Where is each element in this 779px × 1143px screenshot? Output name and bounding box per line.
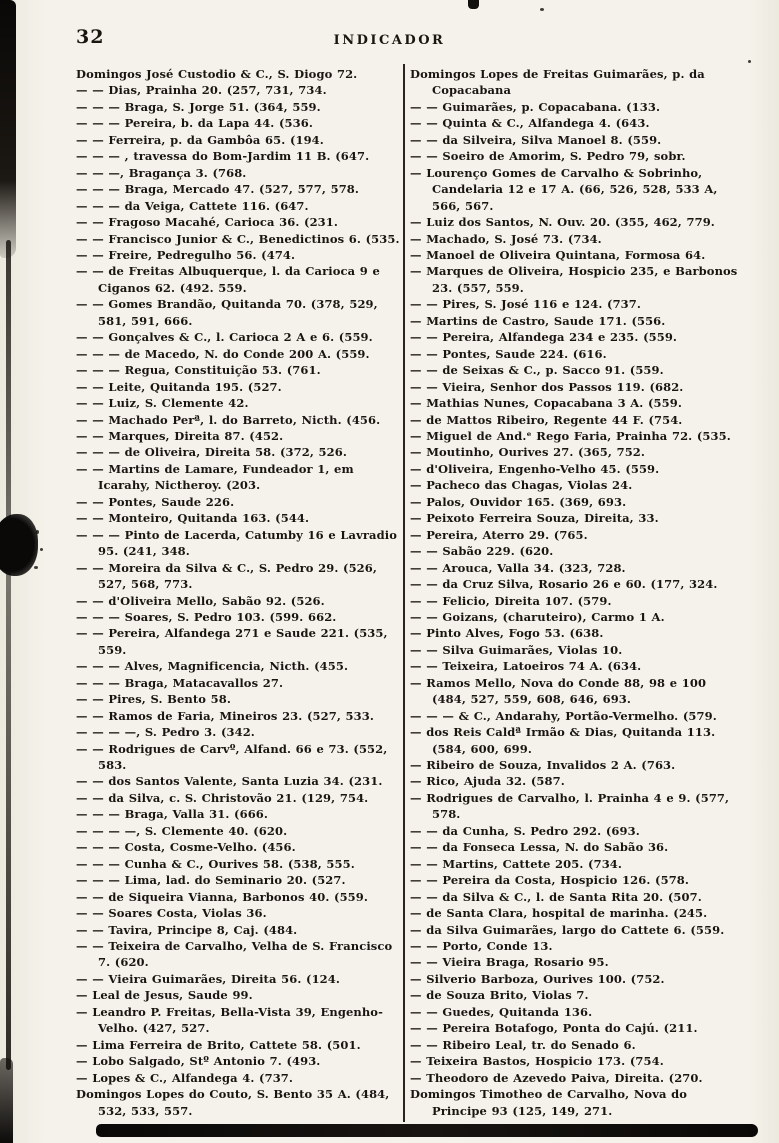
directory-entry: — — Ferreira, p. da Gambôa 65. (194. (76, 132, 324, 147)
directory-entry: — de Souza Brito, Violas 7. (410, 988, 589, 1003)
directory-entry: — — — Braga, Mercado 47. (527, 577, 578. (76, 182, 360, 197)
directory-entry: — — Sabão 229. (620. (410, 544, 554, 559)
directory-entry: — Teixeira Bastos, Hospicio 173. (754. (410, 1054, 664, 1069)
directory-entry: — Ribeiro de Souza, Invalidos 2 A. (763. (410, 758, 676, 773)
directory-entry: — — Leite, Quitanda 195. (527. (76, 379, 282, 394)
page-title: INDICADOR (333, 33, 446, 48)
directory-entry: — Rodrigues de Carvalho, l. Prainha 4 e 9. (577, 578. (410, 790, 730, 822)
directory-entry: — — Teixeira de Carvalho, Velha de S. Francisco 7. (620. (76, 939, 393, 970)
directory-entry: — — Guedes, Quitanda 136. (410, 1004, 593, 1019)
directory-entry: — — Rodrigues de Carvº, Alfand. 66 e 73. (552, 583. (76, 741, 388, 773)
directory-entry: — Silverio Barboza, Ourives 100. (752. (410, 971, 665, 986)
directory-entry: — — Machado Perª, l. do Barreto, Nicth. (456. (76, 412, 381, 427)
directory-entry: — — Pereira da Costa, Hospicio 126. (578. (410, 873, 690, 888)
directory-entry: — Pereira, Aterro 29. (765. (410, 527, 588, 542)
directory-entry: Domingos José Custodio & C., S. Diogo 72. (76, 67, 358, 81)
directory-entry: — Pacheco das Chagas, Violas 24. (410, 478, 633, 493)
directory-entry: — — Gonçalves & C., l. Carioca 2 A e 6. (559. (76, 330, 373, 345)
directory-entry: — — — Alves, Magnificencia, Nicth. (455. (76, 659, 349, 674)
directory-entry: — — Arouca, Valla 34. (323, 728. (410, 560, 626, 575)
directory-entry: — — d'Oliveira Mello, Sabão 92. (526. (76, 593, 325, 608)
directory-entry: — d'Oliveira, Engenho-Velho 45. (559. (410, 461, 660, 476)
directory-entry: — Leal de Jesus, Saude 99. (76, 988, 253, 1003)
directory-entry: — — Martins, Cattete 205. (734. (410, 856, 623, 871)
directory-entry: Domingos Timotheo de Carvalho, Nova do Principe 93 (125, 149, 271. (410, 1087, 688, 1118)
binding-ink-strip-bottom (0, 1058, 13, 1143)
directory-entry: — — Gomes Brandão, Quitanda 70. (378, 529, 581, 591, 666. (76, 297, 378, 328)
directory-entry: — — — Soares, S. Pedro 103. (599. 662. (76, 609, 337, 624)
ink-speck (748, 60, 751, 63)
ink-speck (40, 548, 43, 551)
directory-entry: — — Pontes, Saude 226. (76, 494, 235, 509)
directory-entry: — — Pereira, Alfandega 234 e 235. (559. (410, 330, 678, 345)
directory-entry: — — — da Veiga, Cattete 116. (647. (76, 198, 309, 213)
directory-entry: — Lopes & C., Alfandega 4. (737. (76, 1070, 294, 1085)
directory-entry: — — de Freitas Albuquerque, l. da Carioca 9 e Ciganos 62. (492. 559. (76, 264, 380, 295)
directory-entry: — Leandro P. Freitas, Bella-Vista 39, Engenho-Velho. (427, 527. (76, 1004, 383, 1036)
directory-entry: — — — & C., Andarahy, Portão-Vermelho. (579. (410, 708, 717, 723)
directory-entry: — de Mattos Ribeiro, Regente 44 F. (754. (410, 412, 683, 427)
directory-entry: — Lima Ferreira de Brito, Cattete 58. (501. (76, 1037, 361, 1052)
directory-entry: — — Luiz, S. Clemente 42. (76, 396, 249, 411)
directory-entry: Domingos Lopes de Freitas Guimarães, p. da Copacabana (410, 67, 705, 98)
directory-entry: — — — Braga, Matacavallos 27. (76, 675, 284, 690)
directory-entry: — — Soares Costa, Violas 36. (76, 906, 267, 921)
directory-entry: — — — Lima, lad. do Seminario 20. (527. (76, 873, 346, 888)
directory-entry: — — da Cruz Silva, Rosario 26 e 60. (177, 324. (410, 577, 718, 592)
directory-entry: — — Teixeira, Latoeiros 74 A. (634. (410, 659, 642, 674)
directory-entry: — — —, Bragança 3. (768. (76, 165, 247, 180)
directory-entry: Domingos Lopes do Couto, S. Bento 35 A. (484, 532, 533, 557. (76, 1087, 390, 1118)
directory-entry: — Luiz dos Santos, N. Ouv. 20. (355, 462, 779. (410, 215, 715, 230)
directory-entry: — — Dias, Prainha 20. (257, 731, 734. (76, 83, 327, 98)
directory-entry: — Martins de Castro, Saude 171. (556. (410, 313, 666, 328)
directory-entry: — — — —, S. Pedro 3. (342. (76, 725, 255, 740)
directory-entry: — — Ramos de Faria, Mineiros 23. (527, 533. (76, 708, 374, 723)
binding-ink-blob (0, 514, 38, 576)
directory-column-right (410, 66, 743, 1119)
directory-entry: — Peixoto Ferreira Souza, Direita, 33. (410, 511, 659, 526)
directory-entry: — — de Siqueira Vianna, Barbonos 40. (559. (76, 889, 368, 904)
directory-entry: — — Vieira, Senhor dos Passos 119. (682. (410, 379, 684, 394)
directory-entry: — — Pereira Botafogo, Ponta do Cajú. (211. (410, 1021, 698, 1036)
directory-entry: — — — de Macedo, N. do Conde 200 A. (559. (76, 346, 370, 361)
page-number: 32 (76, 26, 105, 48)
directory-entry: — Lobo Salgado, Stº Antonio 7. (493. (76, 1054, 321, 1069)
directory-entry: — — da Silveira, Silva Manoel 8. (559. (410, 132, 662, 147)
directory-entry: — — Pires, S. José 116 e 124. (737. (410, 297, 641, 312)
directory-entry: — Machado, S. José 73. (734. (410, 231, 602, 246)
directory-entry: — — da Silva & C., l. de Santa Rita 20. (507. (410, 889, 702, 904)
directory-entry: — — Porto, Conde 13. (410, 939, 553, 954)
directory-entry: — Theodoro de Azevedo Paiva, Direita. (270. (410, 1070, 703, 1085)
directory-entry: — — Silva Guimarães, Violas 10. (410, 642, 623, 657)
directory-entry: — — Monteiro, Quitanda 163. (544. (76, 511, 310, 526)
directory-entry: — Lourenço Gomes de Carvalho & Sobrinho, Candelaria 12 e 17 A. (66, 526, 528, 533 A, 566, 567. (410, 165, 718, 213)
directory-entry: — da Silva Guimarães, largo do Cattete 6. (559. (410, 922, 725, 937)
directory-entry: — — Pires, S. Bento 58. (76, 692, 231, 707)
directory-entry: — — Pereira, Alfandega 271 e Saude 221. (535, 559. (76, 626, 388, 657)
directory-entry: — — Francisco Junior & C., Benedictinos 6. (535. (76, 231, 400, 246)
directory-entry: — — Freire, Pedregulho 56. (474. (76, 247, 296, 262)
directory-entry: — Manoel de Oliveira Quintana, Formosa 64. (410, 247, 706, 262)
directory-entry: — — — Pinto de Lacerda, Catumby 16 e Lavradio 95. (241, 348. (76, 527, 397, 559)
directory-entry: — — — —, S. Clemente 40. (620. (76, 823, 288, 838)
directory-entry: — Rico, Ajuda 32. (587. (410, 774, 565, 789)
directory-entry: — Ramos Mello, Nova do Conde 88, 98 e 100 (484, 527, 559, 608, 646, 693. (410, 675, 707, 707)
directory-entry: — Palos, Ouvidor 165. (369, 693. (410, 494, 627, 509)
directory-entry: — Mathias Nunes, Copacabana 3 A. (559. (410, 396, 682, 411)
directory-entry: — — Martins de Lamare, Fundeador 1, em Icarahy, Nictheroy. (203. (76, 461, 354, 493)
directory-entry: — Marques de Oliveira, Hospicio 235, e Barbonos 23. (557, 559. (410, 264, 738, 295)
directory-entry: — — Quinta & C., Alfandega 4. (643. (410, 116, 650, 131)
directory-entry: — — — Braga, Valla 31. (666. (76, 807, 269, 822)
directory-entry: — de Santa Clara, hospital de marinha. (245. (410, 906, 708, 921)
top-edge-ink-mark (468, 0, 479, 9)
directory-entry: — — Fragoso Macahé, Carioca 36. (231. (76, 215, 338, 230)
directory-entry: — — — Braga, S. Jorge 51. (364, 559. (76, 99, 321, 114)
ink-speck (540, 8, 544, 11)
directory-entry: — — — de Oliveira, Direita 58. (372, 526. (76, 445, 347, 460)
column-divider-rule (403, 64, 405, 1122)
directory-entry: — dos Reis Caldª Irmão & Dias, Quitanda 113. (584, 600, 699. (410, 725, 716, 756)
directory-entry: — — da Fonseca Lessa, N. do Sabão 36. (410, 840, 669, 855)
directory-column-left (76, 66, 403, 1119)
directory-entry: — Moutinho, Ourives 27. (365, 752. (410, 445, 646, 460)
directory-entry: — — Marques, Direita 87. (452. (76, 428, 284, 443)
directory-entry: — — — Regua, Constituição 53. (761. (76, 363, 321, 378)
directory-entry: — — Goizans, (charuteiro), Carmo 1 A. (410, 609, 665, 624)
directory-entry: — — Vieira Braga, Rosario 95. (410, 955, 609, 970)
directory-entry: — — da Cunha, S. Pedro 292. (693. (410, 823, 640, 838)
directory-entry: — — — Pereira, b. da Lapa 44. (536. (76, 116, 313, 131)
directory-entry: — — Vieira Guimarães, Direita 56. (124. (76, 971, 340, 986)
directory-entry: — — Moreira da Silva & C., S. Pedro 29. (526, 527, 568, 773. (76, 560, 377, 592)
directory-entry: — Miguel de And.ᵉ Rego Faria, Prainha 72. (535. (410, 428, 731, 443)
directory-entry: — — da Silva, c. S. Christovão 21. (129, 754. (76, 790, 369, 805)
ink-speck (36, 530, 39, 534)
ink-speck (34, 566, 38, 569)
directory-entry: — — Guimarães, p. Copacabana. (133. (410, 99, 661, 114)
directory-entry: — Pinto Alves, Fogo 53. (638. (410, 626, 604, 641)
page-bottom-scan-bar (96, 1124, 758, 1137)
directory-entry: — — Ribeiro Leal, tr. do Senado 6. (410, 1037, 636, 1052)
binding-ink-strip-top (0, 0, 16, 258)
directory-entry: — — — , travessa do Bom-Jardim 11 B. (647. (76, 149, 370, 164)
directory-entry: — — Tavira, Principe 8, Caj. (484. (76, 922, 298, 937)
directory-entry: — — Soeiro de Amorim, S. Pedro 79, sobr. (410, 149, 686, 164)
directory-entry: — — de Seixas & C., p. Sacco 91. (559. (410, 363, 664, 378)
binding-ink-line (6, 240, 11, 1070)
directory-entry: — — dos Santos Valente, Santa Luzia 34. (231. (76, 774, 383, 789)
directory-entry: — — Pontes, Saude 224. (616. (410, 346, 607, 361)
directory-entry: — — — Cunha & C., Ourives 58. (538, 555. (76, 856, 355, 871)
directory-entry: — — Felicio, Direita 107. (579. (410, 593, 612, 608)
directory-entry: — — — Costa, Cosme-Velho. (456. (76, 840, 296, 855)
